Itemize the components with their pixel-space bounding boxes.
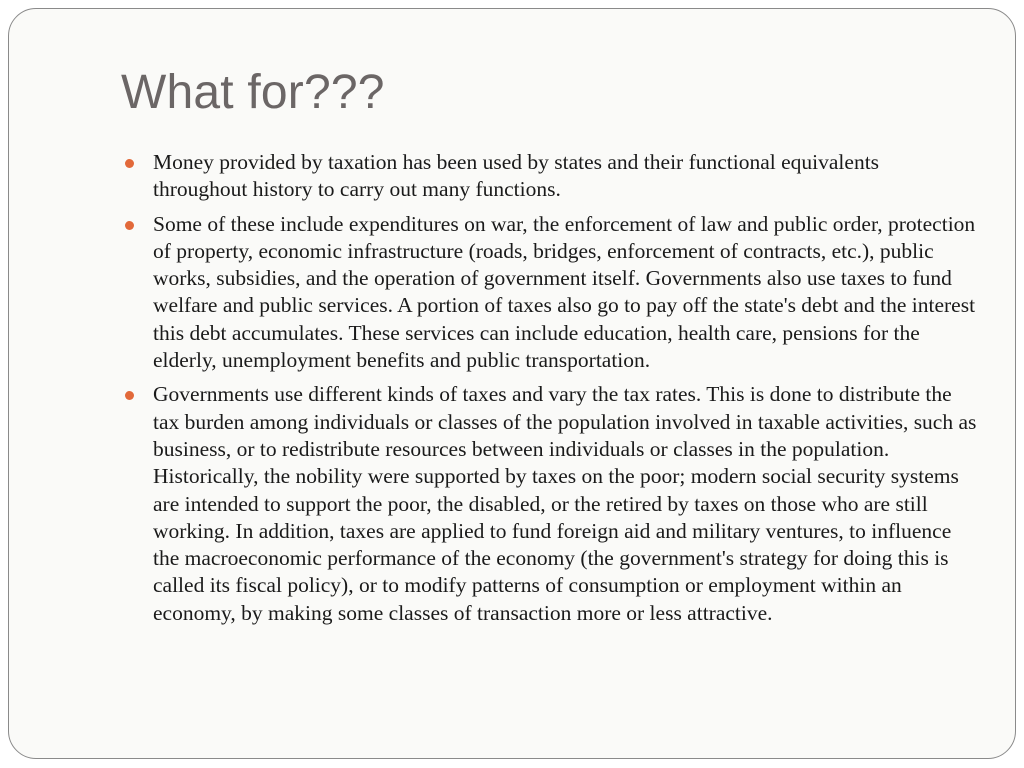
bullet-text: Governments use different kinds of taxes and vary the tax rates. This is done to distribute the tax burden among individuals or classes of the population involved in taxable activities, such as business, or to redistribute resources between individuals or classes in the population. Historically, the nobility were supported by taxes on the poor; modern social security systems are intended to support the poor, the disabled, or the retired by taxes on those who are still working. In addition, taxes are applied to fund foreign aid and military ventures, to influence the macroeconomic performance of the economy (the government's strategy for doing this is called its fiscal policy), or to modify patterns of consumption or employment within an economy, by making some classes of transaction more or less attractive.	[153, 382, 977, 625]
bullet-text: Money provided by taxation has been used by states and their functional equivalents throughout history to carry out many functions.	[153, 150, 880, 202]
bullet-list	[153, 149, 978, 634]
slide-frame	[8, 8, 1016, 759]
bullet-text: Some of these include expenditures on war, the enforcement of law and public order, protection of property, economic infrastructure (roads, bridges, enforcement of contracts, etc.), public works, subsidies, and the operation of government itself. Governments also use taxes to fund welfare and public services. A portion of taxes also go to pay off the state's debt and the interest this debt accumulates. These services can include education, health care, pensions for the elderly, unemployment benefits and public transportation.	[153, 211, 976, 373]
bullet-item	[153, 149, 978, 204]
bullet-dot-icon	[125, 159, 134, 168]
bullet-item	[153, 381, 978, 627]
slide-title: What for???	[121, 66, 385, 119]
bullet-dot-icon	[125, 221, 134, 230]
bullet-item	[153, 211, 978, 375]
bullet-dot-icon	[125, 391, 134, 400]
